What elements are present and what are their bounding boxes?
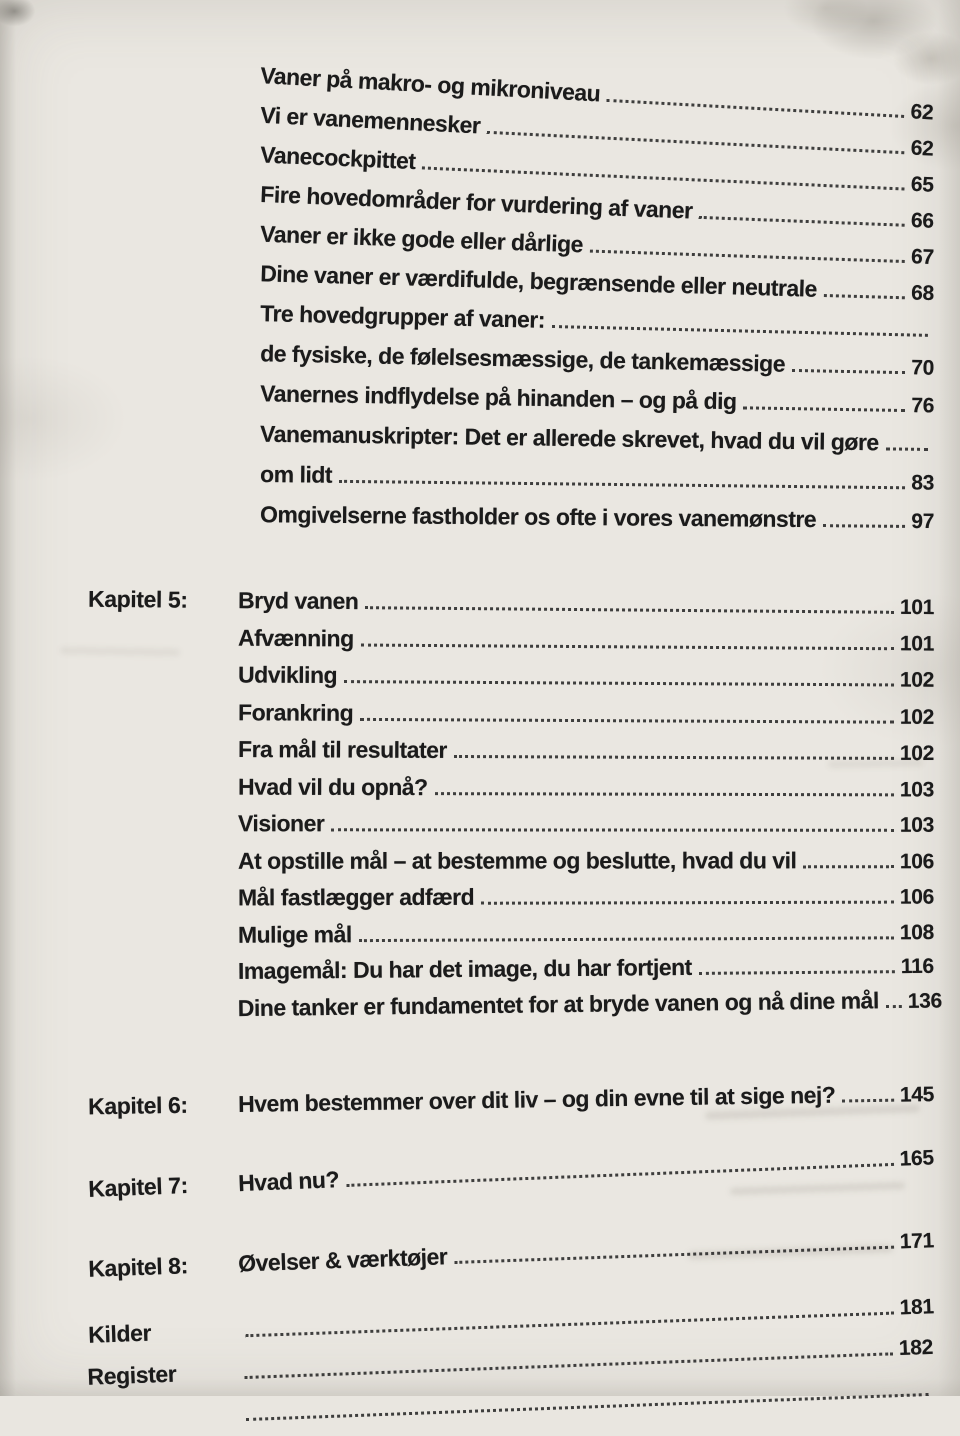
- chapter-label: [110, 527, 260, 528]
- toc-section-1: [0, 574, 960, 1024]
- page-number: 65: [910, 173, 934, 198]
- dot-leader: [360, 717, 894, 723]
- page-number: 106: [900, 849, 934, 873]
- toc-entry-title: Mulige mål: [238, 920, 352, 948]
- page-number: 102: [900, 705, 934, 729]
- page-number: 102: [900, 668, 934, 692]
- chapter-label: Kilder: [88, 1317, 239, 1349]
- toc-entry-title: Hvem bestemmer over dit liv – og din evne til at sige nej?: [238, 1082, 836, 1118]
- page-number: 62: [910, 100, 934, 125]
- chapter-label: [88, 1021, 238, 1023]
- page-number: 182: [898, 1336, 933, 1361]
- toc-row: [0, 1123, 960, 1206]
- toc-entry-title: Fra mål til resultater: [238, 736, 447, 764]
- dot-leader: [246, 1393, 929, 1421]
- dot-leader: [792, 369, 905, 374]
- page-number: 181: [899, 1295, 934, 1320]
- page-number: 67: [911, 245, 935, 270]
- toc-entry-title: Tre hovedgrupper af vaner:: [260, 300, 545, 334]
- toc-entry-title: Udvikling: [238, 661, 337, 689]
- dot-leader: [823, 524, 905, 528]
- dot-leader: [842, 1099, 894, 1103]
- toc-entry-title: om lidt: [260, 461, 332, 489]
- page-number: 103: [900, 777, 934, 801]
- toc-entry-title: Vanemanuskripter: Det er allerede skrevet, hvad du vil gøre: [260, 421, 879, 457]
- chapter-label: Kapitel 6:: [88, 1091, 238, 1120]
- page-number: 76: [911, 394, 934, 418]
- dot-leader: [481, 900, 894, 904]
- dot-leader: [454, 754, 894, 759]
- dot-leader: [359, 935, 894, 941]
- dot-leader: [886, 447, 928, 451]
- toc-section-2: [0, 1061, 960, 1122]
- toc-entry-title: Bryd vanen: [238, 587, 358, 615]
- dot-leader: [886, 1004, 902, 1007]
- toc-entry-title: Hvad nu?: [238, 1166, 340, 1197]
- chapter-label: Kapitel 7:: [88, 1170, 239, 1203]
- toc-row: [0, 836, 960, 874]
- toc-row: [0, 871, 960, 911]
- toc-entry-title: Vaner på makro- og mikroniveau: [260, 62, 601, 107]
- page-number: 171: [899, 1229, 934, 1254]
- toc-entry-title: Vanernes indflydelse på hinanden – og på dig: [260, 380, 737, 415]
- page-number: 83: [911, 471, 934, 495]
- toc-entry-title: Forankring: [238, 698, 353, 726]
- dot-leader: [743, 406, 905, 412]
- page-number: 70: [911, 356, 934, 380]
- dot-leader: [824, 294, 905, 299]
- chapter-label: Kapitel 5:: [88, 585, 238, 613]
- toc-entry-title: Øvelser & værktøjer: [238, 1243, 448, 1277]
- toc-row: [0, 1061, 960, 1122]
- dot-leader: [699, 970, 895, 975]
- dot-leader: [803, 864, 894, 867]
- page-number: 68: [911, 281, 934, 306]
- toc-entry-title: Vaner er ikke gode eller dårlige: [260, 221, 583, 259]
- table-of-contents: [0, 34, 960, 1432]
- dot-leader: [361, 643, 894, 650]
- page-number: 165: [899, 1146, 934, 1171]
- toc-entry-title: Vi er vanemennesker: [260, 102, 481, 140]
- toc-row: [0, 649, 960, 692]
- page-number: 101: [900, 631, 934, 655]
- chapter-label: [90, 1427, 240, 1432]
- page-number: 101: [900, 595, 934, 619]
- page-number: 66: [911, 209, 935, 234]
- page-number: 145: [900, 1083, 935, 1108]
- dot-leader: [331, 828, 894, 831]
- dot-leader: [344, 680, 894, 686]
- toc-entry-title: de fysiske, de følelsesmæssige, de tankemæssige: [260, 340, 785, 378]
- toc-entry-title: Hvad vil du opnå?: [238, 773, 428, 800]
- chapter-label: Register: [87, 1358, 238, 1390]
- page-number: 136: [908, 988, 942, 1012]
- toc-entry-title: Mål fastlægger adfærd: [238, 883, 474, 911]
- toc-entry-title: Visioner: [238, 810, 324, 837]
- toc-entry-title: Vanecockpittet: [260, 141, 416, 175]
- toc-row: [0, 799, 960, 837]
- toc-section-3: [0, 1123, 960, 1206]
- toc-row: [0, 485, 960, 534]
- chapter-label: Kapitel 8:: [88, 1251, 239, 1283]
- toc-entry-title: Imagemål: Du har det image, du har fortjent: [238, 953, 692, 984]
- dot-leader: [365, 606, 894, 614]
- toc-row: [0, 687, 960, 730]
- page-number: 102: [900, 741, 934, 765]
- toc-row: [0, 762, 960, 802]
- toc-entry-title: Dine vaner er værdifulde, begrænsende eller neutrale: [260, 260, 817, 303]
- toc-row: [0, 724, 960, 766]
- toc-entry-title: Afvænning: [238, 624, 354, 652]
- toc-entry-title: Dine tanker er fundamentet for at bryde vanen og nå dine mål: [238, 986, 879, 1021]
- toc-section-0: [0, 34, 960, 526]
- dot-leader: [346, 1163, 894, 1187]
- dot-leader: [435, 791, 894, 795]
- page-number: 103: [900, 813, 934, 837]
- page-number: 97: [911, 510, 934, 534]
- page-number: 108: [900, 920, 934, 944]
- toc-entry-title: Fire hovedområder for vurdering af vaner: [260, 181, 693, 225]
- toc-row: [0, 1206, 960, 1285]
- toc-entry-title: Omgivelserne fastholder os ofte i vores vanemønstre: [260, 501, 816, 533]
- page-number: 106: [900, 885, 934, 909]
- toc-entry-title: At opstille mål – at bestemme og beslutte, hvad du vil: [238, 846, 796, 873]
- page-number: 62: [910, 137, 934, 162]
- dot-leader: [454, 1246, 894, 1264]
- toc-section-4: [0, 1206, 960, 1285]
- page-number: 116: [901, 954, 934, 978]
